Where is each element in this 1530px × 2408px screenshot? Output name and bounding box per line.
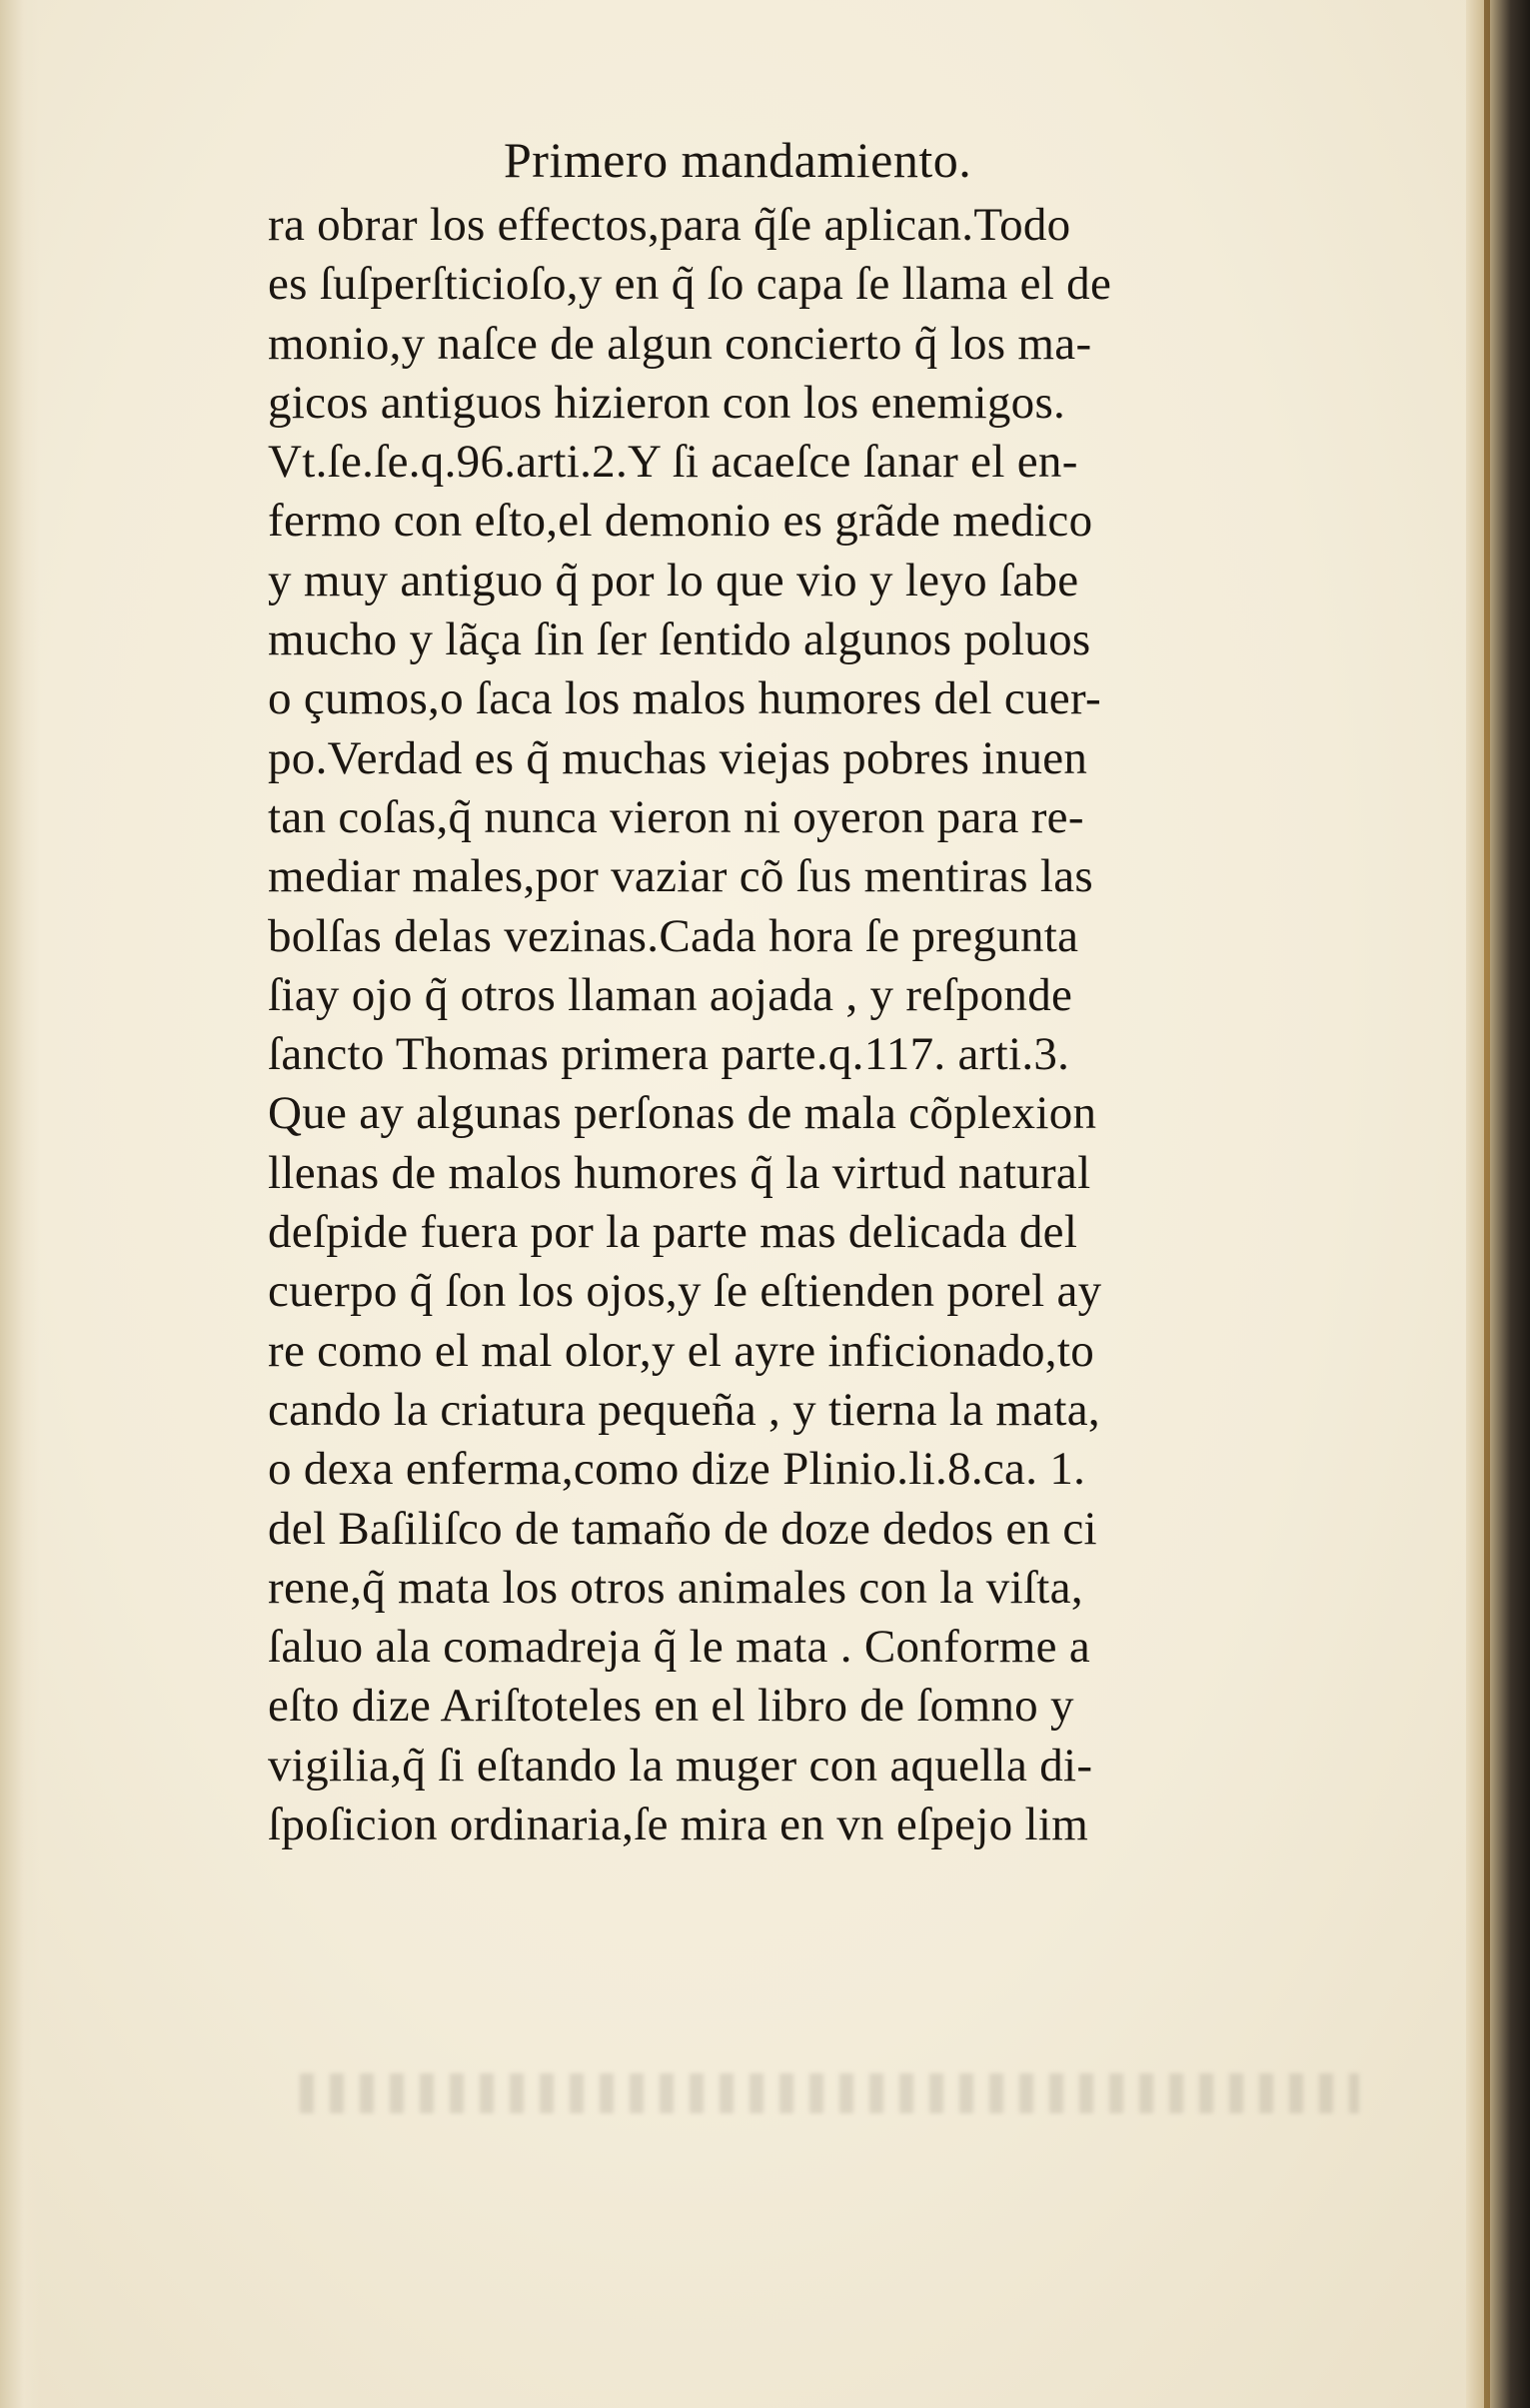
text-line: y muy antiguo q̃ por lo que vio y leyo ſabe: [268, 554, 1079, 606]
page-left-edge: [0, 0, 40, 2408]
text-line: cuerpo q̃ ſon los ojos,y ſe eſtienden porel ay: [268, 1265, 1102, 1318]
text-line: fermo con eſto,el demonio es grãde medico: [268, 495, 1093, 548]
text-line: Que ay algunas perſonas de mala cõplexion: [268, 1087, 1097, 1140]
text-line: cando la criatura pequeña , y tierna la mata,: [268, 1383, 1100, 1436]
text-line: bolſas delas vezinas.Cada hora ſe pregunta: [268, 909, 1079, 962]
text-line: mucho y lãça ſin ſer ſentido algunos poluos: [268, 613, 1091, 666]
show-through-text: [300, 2073, 1359, 2113]
text-line: rene,q̃ mata los otros animales con la viſta,: [268, 1561, 1083, 1614]
text-line: ſiay ojo q̃ otros llaman aojada , y reſponde: [268, 968, 1073, 1021]
text-line: gicos antiguos hizieron con los enemigos.: [268, 376, 1066, 429]
text-line: deſpide fuera por la parte mas delicada del: [268, 1206, 1078, 1259]
text-line: ſancto Thomas primera parte.q.117. arti.3.: [268, 1028, 1070, 1081]
binding-strip: [1484, 0, 1490, 2408]
text-line: po.Verdad es q̃ muchas viejas pobres inuen: [268, 731, 1088, 784]
text-line: o dexa enferma,como dize Plinio.li.8.ca. 1.: [268, 1443, 1086, 1496]
text-line: ſaluo ala comadreja q̃ le mata . Conforme a: [268, 1621, 1091, 1674]
binding-gutter: [1466, 0, 1530, 2408]
text-line: tan coſas,q̃ nunca vieron ni oyeron para re-: [268, 790, 1084, 843]
text-line: re como el mal olor,y el ayre inficionado,to: [268, 1324, 1095, 1377]
text-line: ſpoſicion ordinaria,ſe mira en vn eſpejo lim: [268, 1799, 1089, 1851]
text-line: vigilia,q̃ ſi eſtando la muger con aquella di-: [268, 1739, 1093, 1792]
text-line: es ſuſperſticioſo,y en q̃ ſo capa ſe llama el de: [268, 258, 1112, 311]
running-head: Primero mandamiento.: [504, 132, 972, 188]
text-line: monio,y naſce de algun concierto q̃ los ma-: [268, 317, 1092, 370]
text-line: eſto dize Ariſtoteles en el libro de ſomno y: [268, 1680, 1074, 1733]
text-line: Vt.ſe.ſe.q.96.arti.2.Y ſi acaeſce ſanar el en-: [268, 436, 1078, 489]
text-line: llenas de malos humores q̃ la virtud natural: [268, 1146, 1091, 1199]
text-line: del Baſiliſco de tamaño de doze dedos en ci: [268, 1502, 1097, 1555]
text-line: o çumos,o ſaca los malos humores del cuer-: [268, 672, 1101, 725]
text-line: ra obrar los effectos,para q̃ſe aplican.Todo: [268, 199, 1071, 251]
page-text-block: [268, 130, 1347, 1854]
text-line: mediar males,por vaziar cõ ſus mentiras las: [268, 850, 1093, 903]
